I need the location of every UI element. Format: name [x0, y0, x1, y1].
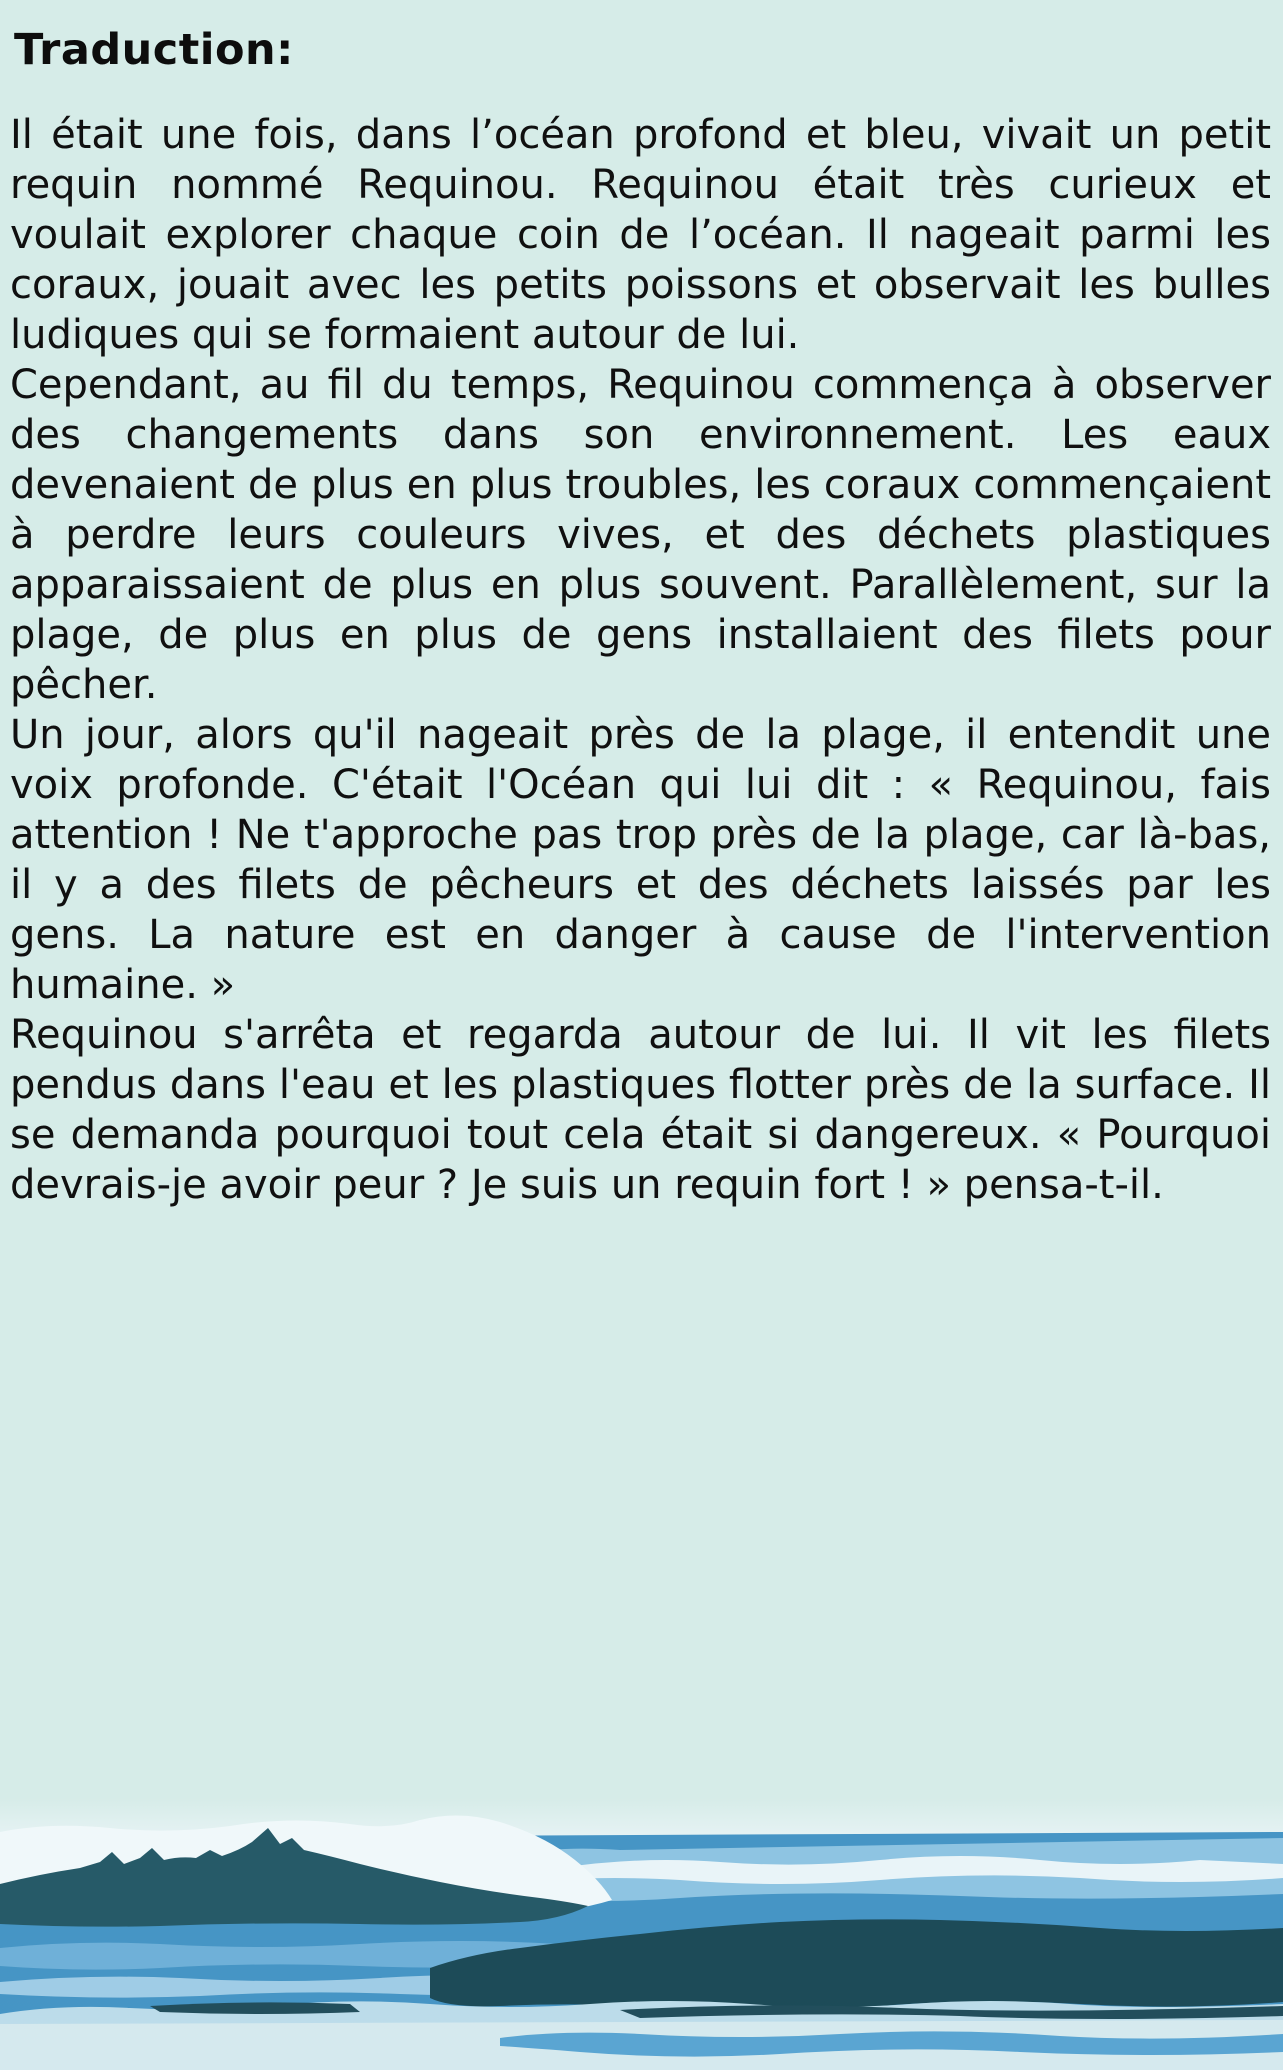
page-title: Traduction: — [14, 25, 294, 75]
story-paragraph-3: Un jour, alors qu'il nageait près de la plage, il entendit une voix profonde. C'était l'Océan qui lui dit : « Requinou, fais attention ! Ne t'approche pas trop près de la plage, car là-bas, il y a des filets de pêcheurs et des déchets laissés par les gens. La nature est en danger à cause de l'intervention humaine. » — [10, 712, 1271, 1008]
story-paragraph-1: Il était une fois, dans l’océan profond et bleu, vivait un petit requin nommé Requinou. Requinou était très curieux et voulait explorer chaque coin de l’océan. Il nageait parmi les coraux, jouait avec les petits poissons et observait les bulles ludiques qui se formaient autour de lui. — [10, 112, 1271, 358]
story-text — [0, 110, 1283, 1210]
translation-page — [0, 22, 1283, 2070]
story-paragraph-4: Requinou s'arrêta et regarda autour de lui. Il vit les filets pendus dans l'eau et les plastiques flotter près de la surface. Il se demanda pourquoi tout cela était si dangereux. « Pourquoi devrais-je avoir peur ? Je suis un requin fort ! » pensa-t-il. — [10, 1012, 1271, 1208]
ocean-waves-illustration — [0, 1798, 1283, 2070]
story-paragraph-2: Cependant, au fil du temps, Requinou commença à observer des changements dans son environnement. Les eaux devenaient de plus en plus troubles, les coraux commençaient à perdre leurs couleurs vives, et des déchets plastiques apparaissaient de plus en plus souvent. Parallèlement, sur la plage, de plus en plus de gens installaient des filets pour pêcher. — [10, 362, 1271, 708]
